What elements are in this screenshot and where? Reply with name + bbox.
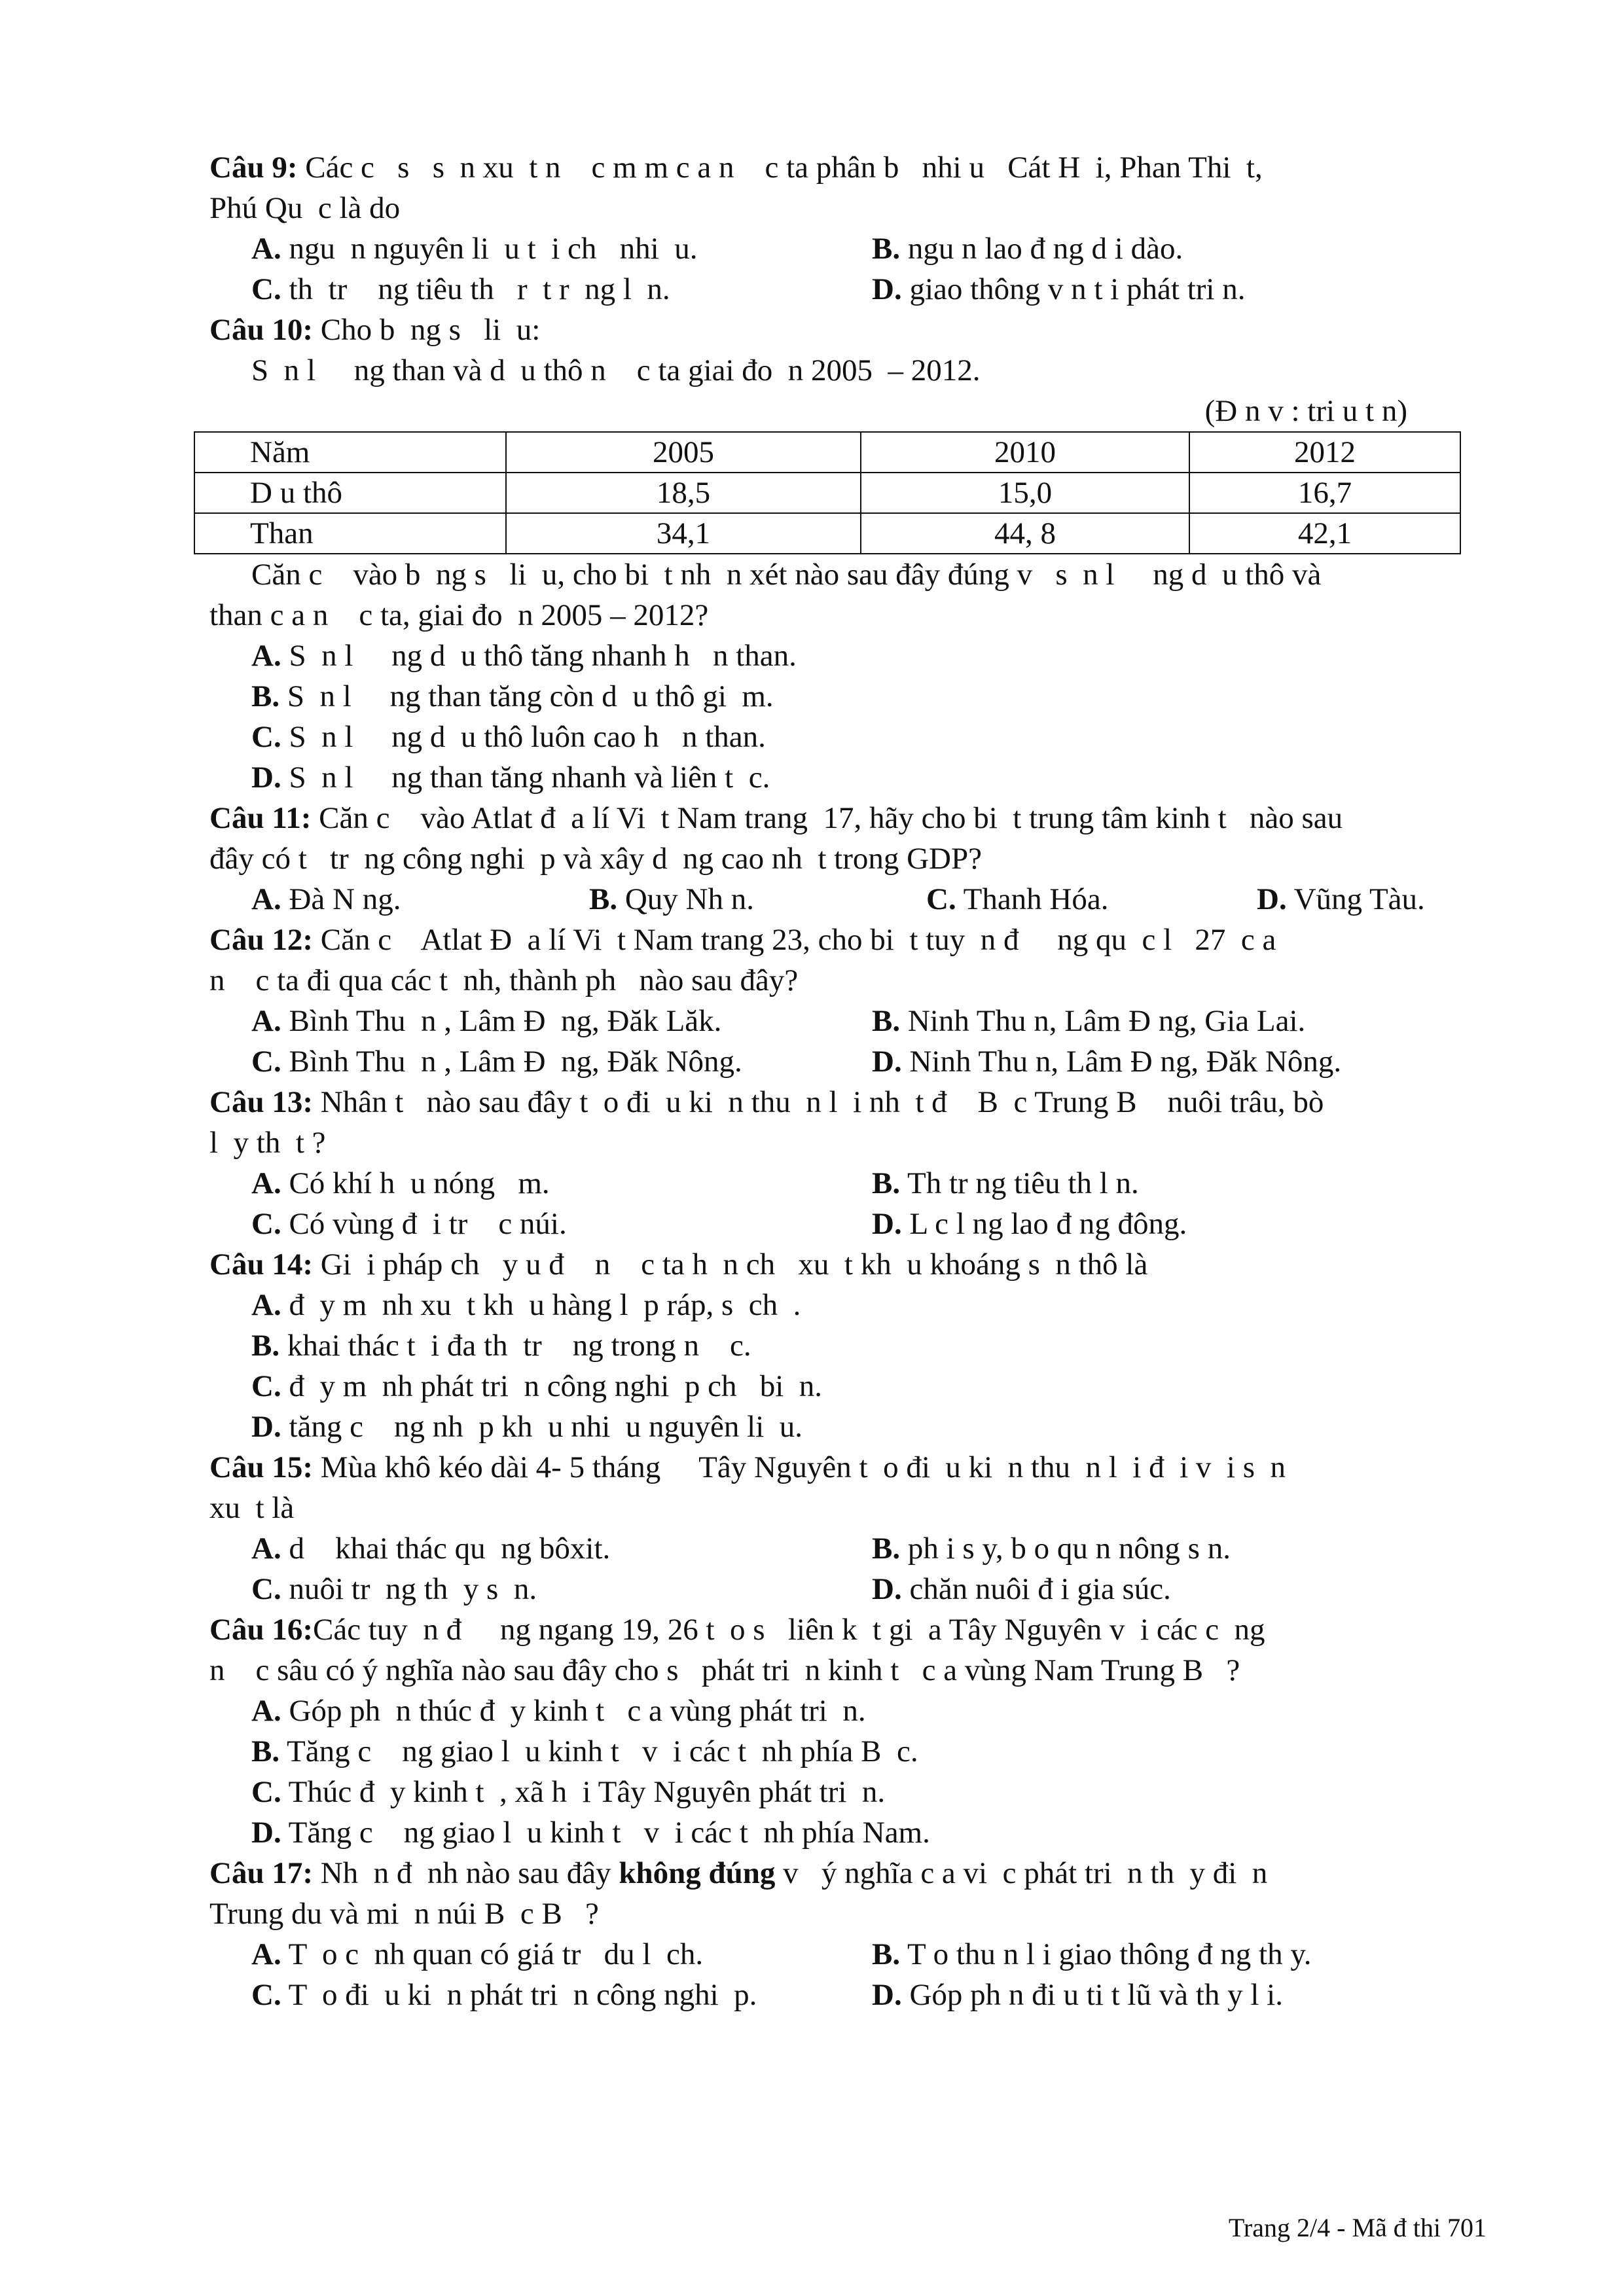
option-d[interactable]: D. Ninh Thu n, Lâm Đ ng, Đăk Nông. (872, 1045, 1342, 1079)
question-11 (209, 798, 1492, 920)
option-d[interactable]: D. S n l ng than tăng nhanh và liên t c. (251, 761, 770, 795)
table-cell: D u thô (194, 473, 506, 513)
option-d[interactable]: D. tăng c ng nh p kh u nhi u nguyên li u. (251, 1410, 803, 1444)
question-10-prompt-1: Căn c vào b ng s li u, cho bi t nh n xét nào sau đây đúng v s n l ng d u thô và (251, 558, 1322, 592)
question-16 (209, 1609, 1492, 1853)
option-c[interactable]: C. đ y m nh phát tri n công nghi p ch bi n. (251, 1369, 823, 1403)
question-13-line-2: l y th t ? (209, 1126, 326, 1160)
page-footer: Trang 2/4 - Mã đ thi 701 (1228, 2213, 1487, 2242)
table-unit: (Đ n v : tri u t n) (1204, 394, 1407, 428)
option-a[interactable]: A. Góp ph n thúc đ y kinh t c a vùng phát tri n. (251, 1694, 866, 1728)
option-a[interactable]: A. Bình Thu n , Lâm Đ ng, Đăk Lăk. (251, 1004, 722, 1038)
question-15 (209, 1447, 1492, 1609)
options-row (209, 1569, 1492, 1609)
table-cell: 16,7 (1189, 473, 1460, 513)
question-label: Câu 10: (209, 313, 313, 347)
option-c[interactable]: C. T o đi u ki n phát tri n công nghi p. (251, 1978, 757, 2012)
question-label: Câu 17: (209, 1856, 313, 1890)
option-d[interactable]: D. chăn nuôi đ i gia súc. (872, 1572, 1171, 1606)
emphasis-text: không đúng (619, 1856, 776, 1890)
options-row (209, 1204, 1492, 1244)
option-d[interactable]: D. giao thông v n t i phát tri n. (872, 272, 1246, 306)
option-b[interactable]: B. S n l ng than tăng còn d u thô gi m. (251, 679, 774, 713)
table-cell: 15,0 (861, 473, 1189, 513)
question-text: Các c s s n xu t n c m m c a n c ta phân b nhi u Cát H i, Phan Thi t, (297, 151, 1263, 185)
options-row (209, 1001, 1492, 1041)
option-a[interactable]: A. đ y m nh xu t kh u hàng l p ráp, s ch . (251, 1288, 801, 1322)
option-a[interactable]: A. ngu n nguyên li u t i ch nhi u. (251, 232, 698, 266)
option-c[interactable]: C. th tr ng tiêu th r t r ng l n. (251, 272, 670, 306)
option-a[interactable]: A. Có khí h u nóng m. (251, 1166, 550, 1200)
options-row (209, 1975, 1492, 2015)
table-cell: 44, 8 (861, 513, 1189, 554)
question-16-line-1 (209, 1609, 1492, 1650)
option-b[interactable]: B. ph i s y, b o qu n nông s n. (872, 1532, 1231, 1566)
question-17-line-2: Trung du và mi n núi B c B ? (209, 1897, 599, 1931)
options-row (209, 1163, 1492, 1204)
question-10-prompt-2: than c a n c ta, giai đo n 2005 – 2012? (209, 598, 709, 632)
question-17-line-1 (209, 1853, 1492, 1893)
option-b[interactable]: B. khai thác t i đa th tr ng trong n c. (251, 1329, 751, 1363)
question-14 (209, 1244, 1492, 1447)
table-header-row (194, 432, 1460, 473)
options-row (209, 1041, 1492, 1082)
option-b[interactable]: B. Quy Nh n. (589, 882, 754, 916)
option-a[interactable]: A. S n l ng d u thô tăng nhanh h n than. (251, 639, 797, 673)
options-row (209, 879, 1492, 920)
question-14-line-1 (209, 1244, 1492, 1285)
option-d[interactable]: D. L c l ng lao đ ng đông. (872, 1207, 1187, 1241)
option-b[interactable]: B. Ninh Thu n, Lâm Đ ng, Gia Lai. (872, 1004, 1306, 1038)
exam-page (209, 147, 1492, 2015)
question-10 (209, 310, 1492, 798)
question-text: Gi i pháp ch y u đ n c ta h n ch xu t kh u khoáng s n thô là (312, 1247, 1148, 1282)
question-text: Căn c Atlat Đ a lí Vi t Nam trang 23, cho bi t tuy n đ ng qu c l 27 c a (312, 923, 1276, 957)
question-label: Câu 13: (209, 1085, 313, 1119)
question-10-line-1 (209, 310, 1492, 350)
question-13-line-1 (209, 1082, 1492, 1122)
table-cell: 42,1 (1189, 513, 1460, 554)
question-label: Câu 12: (209, 923, 313, 957)
question-12-line-2: n c ta đi qua các t nh, thành ph nào sau đây? (209, 963, 799, 997)
question-text: Các tuy n đ ng ngang 19, 26 t o s liên k t gi a Tây Nguyên v i các c ng (312, 1613, 1265, 1647)
question-16-line-2: n c sâu có ý nghĩa nào sau đây cho s phát tri n kinh t c a vùng Nam Trung B ? (209, 1653, 1240, 1687)
option-b[interactable]: B. ngu n lao đ ng d i dào. (872, 232, 1183, 266)
question-text: Nh n đ nh nào sau đây (312, 1856, 619, 1890)
question-label: Câu 9: (209, 151, 298, 185)
question-text: Căn c vào Atlat đ a lí Vi t Nam trang 17, hãy cho bi t trung tâm kinh t nào sau (311, 801, 1343, 835)
option-b[interactable]: B. Tăng c ng giao l u kinh t v i các t nh phía B c. (251, 1734, 918, 1768)
options-row (209, 1934, 1492, 1975)
question-label: Câu 11: (209, 801, 312, 835)
question-9 (209, 147, 1492, 310)
question-label: Câu 16: (209, 1613, 313, 1647)
question-text: v ý nghĩa c a vi c phát tri n th y đi n (775, 1856, 1268, 1890)
question-text: Cho b ng s li u: (312, 313, 541, 347)
option-c[interactable]: C. Bình Thu n , Lâm Đ ng, Đăk Nông. (251, 1045, 742, 1079)
option-c[interactable]: C. Thúc đ y kinh t , xã h i Tây Nguyên phát tri n. (251, 1775, 886, 1809)
options-row (209, 228, 1492, 269)
option-a[interactable]: A. d khai thác qu ng bôxit. (251, 1532, 611, 1566)
option-a[interactable]: A. Đà N ng. (251, 882, 401, 916)
table-header-cell: 2005 (506, 432, 861, 473)
option-b[interactable]: B. Th tr ng tiêu th l n. (872, 1166, 1139, 1200)
question-12 (209, 920, 1492, 1082)
question-label: Câu 15: (209, 1450, 313, 1484)
question-12-line-1 (209, 920, 1492, 960)
question-11-line-2: đây có t tr ng công nghi p và xây d ng cao nh t trong GDP? (209, 842, 983, 876)
option-c[interactable]: C. nuôi tr ng th y s n. (251, 1572, 537, 1606)
option-d[interactable]: D. Tăng c ng giao l u kinh t v i các t nh phía Nam. (251, 1816, 930, 1850)
option-c[interactable]: C. Thanh Hóa. (926, 882, 1109, 916)
question-9-line-2: Phú Qu c là do (209, 191, 401, 225)
options-row (209, 269, 1492, 310)
table-header-cell: 2010 (861, 432, 1189, 473)
table-cell: 18,5 (506, 473, 861, 513)
table-cell: Than (194, 513, 506, 554)
table-header-cell: Năm (194, 432, 506, 473)
table-row (194, 473, 1460, 513)
table-cell: 34,1 (506, 513, 861, 554)
option-d[interactable]: D. Góp ph n đi u ti t lũ và th y l i. (872, 1978, 1283, 2012)
question-text: Mùa khô kéo dài 4- 5 tháng Tây Nguyên t o đi u ki n thu n l i đ i v i s n (312, 1450, 1286, 1484)
question-13 (209, 1082, 1492, 1244)
question-9-line-1 (209, 147, 1492, 188)
question-label: Câu 14: (209, 1247, 313, 1282)
table-header-cell: 2012 (1189, 432, 1460, 473)
question-15-line-1 (209, 1447, 1492, 1488)
question-15-line-2: xu t là (209, 1491, 295, 1525)
option-a[interactable]: A. T o c nh quan có giá tr du l ch. (251, 1937, 704, 1971)
option-c[interactable]: C. Có vùng đ i tr c núi. (251, 1207, 567, 1241)
table-row (194, 513, 1460, 554)
question-text: Nhân t nào sau đây t o đi u ki n thu n l i nh t đ B c Trung B nuôi trâu, bò (312, 1085, 1324, 1119)
options-row (209, 1528, 1492, 1569)
option-d[interactable]: D. Vũng Tàu. (1257, 882, 1425, 916)
option-b[interactable]: B. T o thu n l i giao thông đ ng th y. (872, 1937, 1312, 1971)
question-17 (209, 1853, 1492, 2015)
table-title: S n l ng than và d u thô n c ta giai đo n 2005 – 2012. (251, 353, 981, 387)
option-c[interactable]: C. S n l ng d u thô luôn cao h n than. (251, 720, 766, 754)
data-table (194, 431, 1461, 554)
question-11-line-1 (209, 798, 1492, 838)
